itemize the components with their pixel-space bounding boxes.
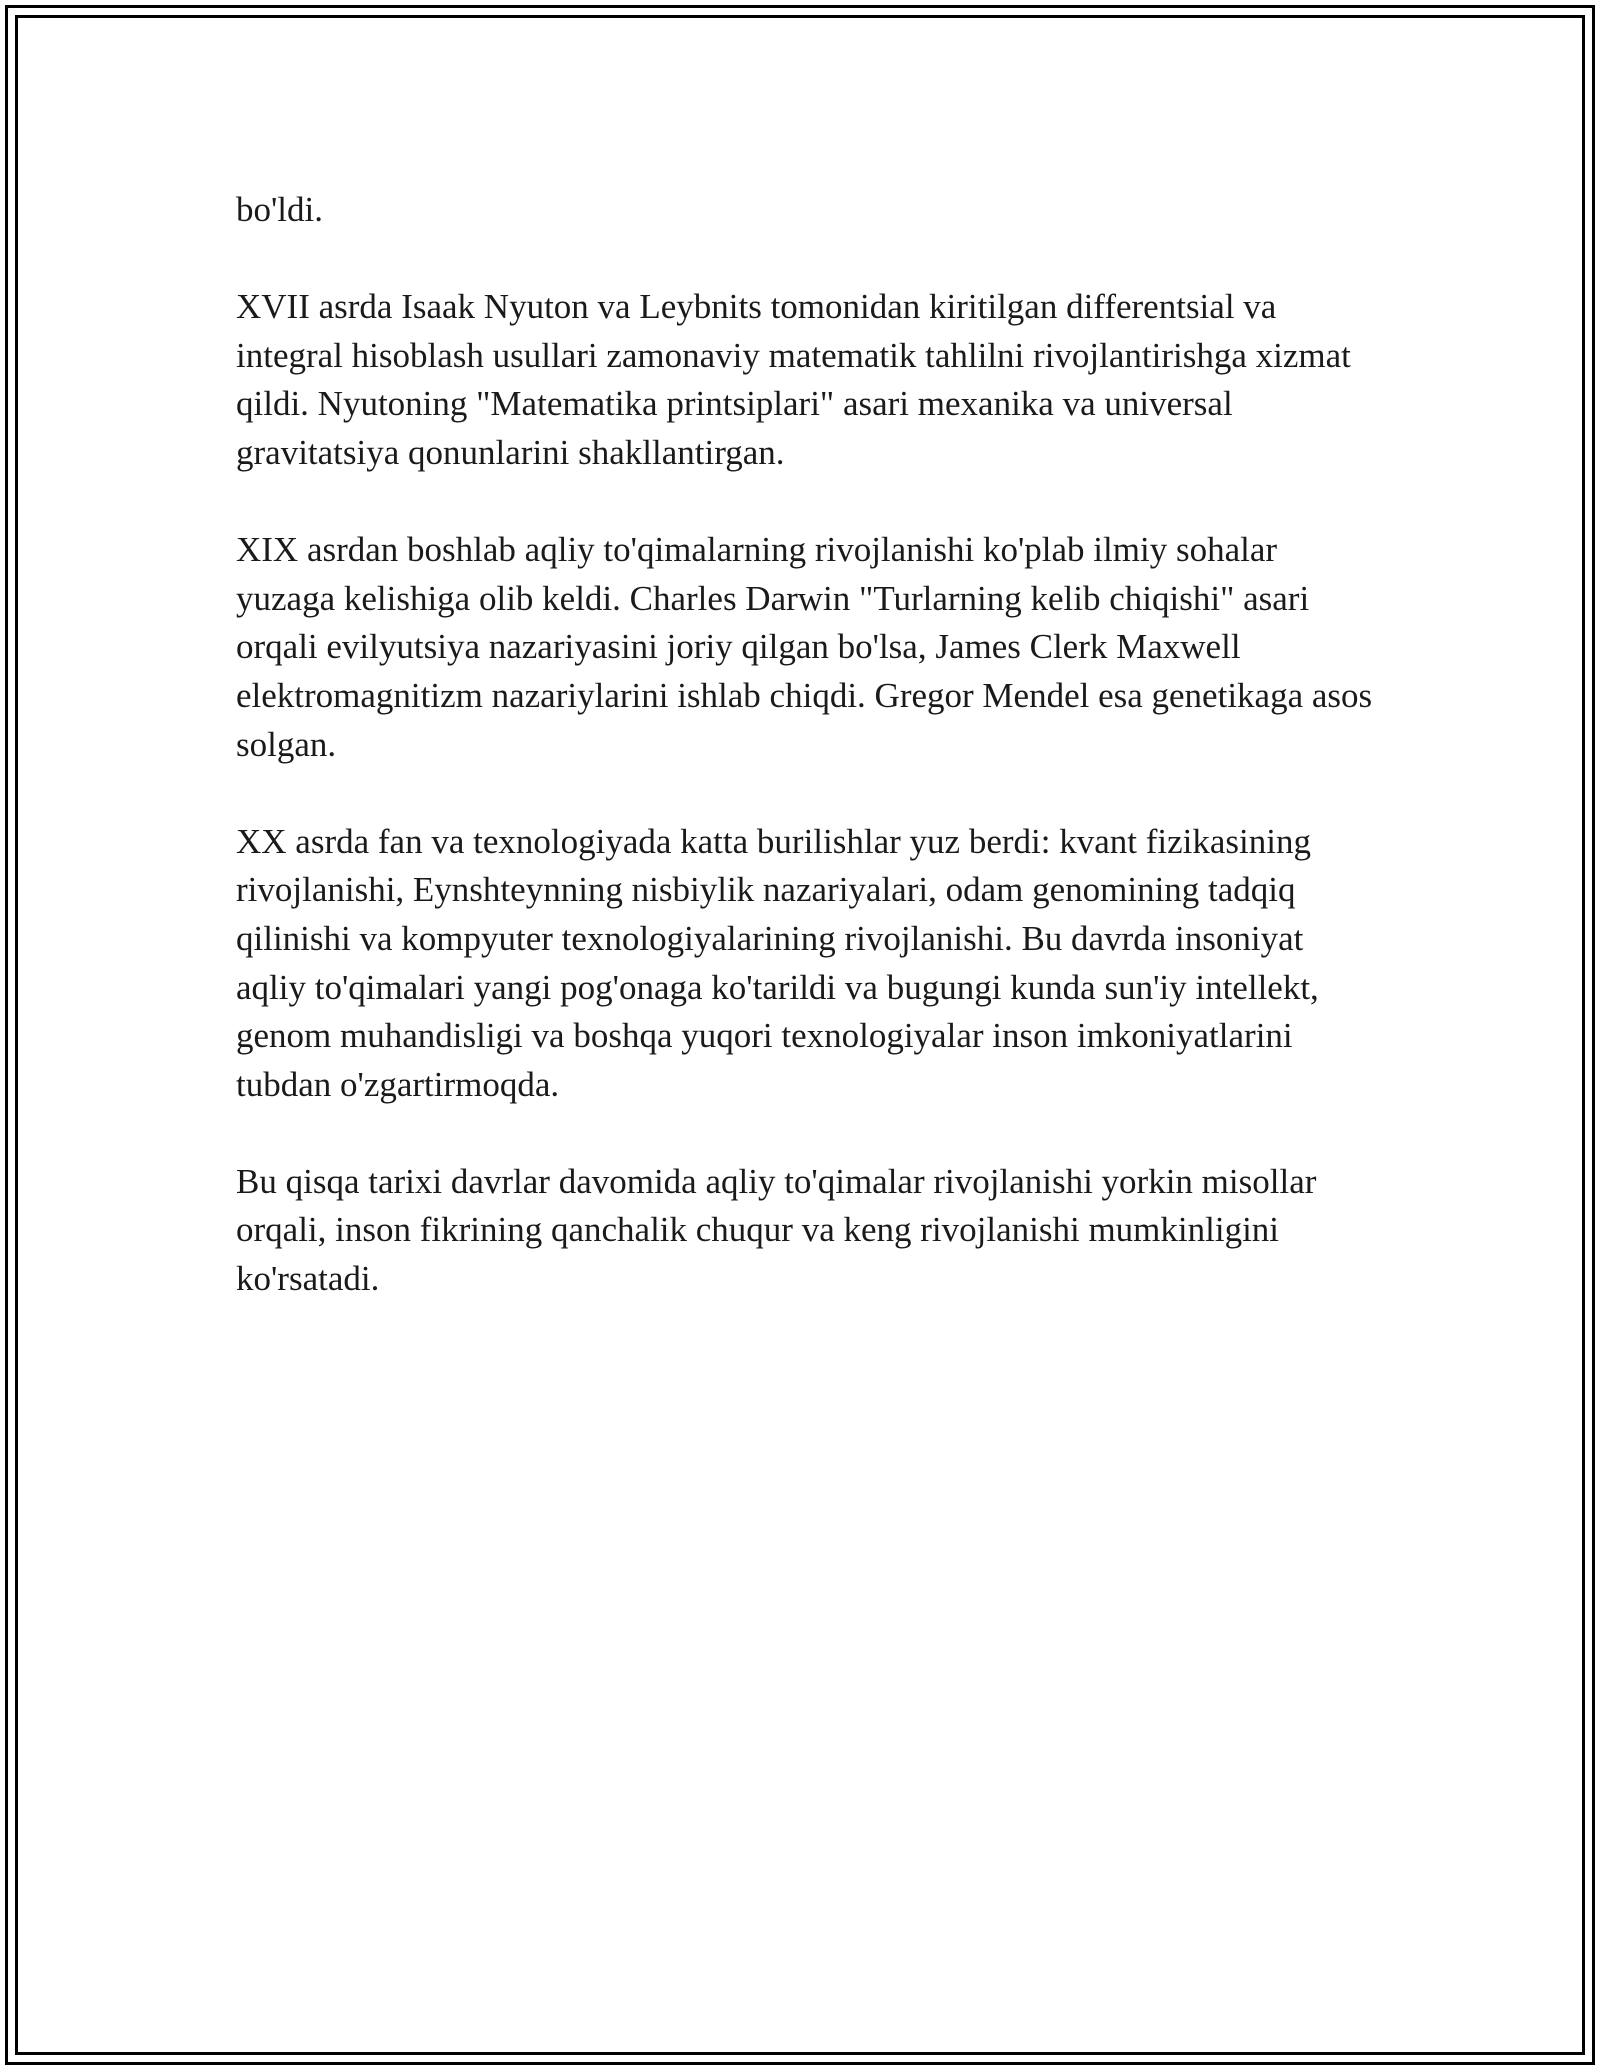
paragraph-xx-century: XX asrda fan va texnologiyada katta burilishlar yuz berdi: kvant fizikasining rivojlanishi, Eynshteynning nisbiylik nazariyalari, odam genomining tadqiq qilinishi va kompyuter texnologiyalarining rivojlanishi. Bu davrda insoniyat aqliy to'qimalari yangi pog'onaga ko'tarildi va bugungi kunda sun'iy intellekt, genom muhandisligi va boshqa yuqori texnologiyalar inson imkoniyatlarini tubdan o'zgartirmoqda. [236,821,1319,1104]
paragraph-xix-century: XIX asrdan boshlab aqliy to'qimalarning rivojlanishi ko'plab ilmiy sohalar yuzaga kelishiga olib keldi. Charles Darwin "Turlarning kelib chiqishi" asari orqali evilyutsiya nazariyasini joriy qilgan bo'lsa, James Clerk Maxwell elektromagnitizm nazariylarini ishlab chiqdi. Gregor Mendel esa genetikaga asos solgan. [236,530,1373,764]
document-body [236,186,1376,1352]
paragraph-xvii-century: XVII asrda Isaak Nyuton va Leybnits tomonidan kiritilgan differentsial va integral hisoblash usullari zamonaviy matematik tahlilni rivojlantirishga xizmat qildi. Nyutoning "Matematika printsiplari" asari mexanika va universal gravitatsiya qonunlarini shakllantirgan. [236,287,1351,472]
paragraph-continuation: bo'ldi. [236,190,324,229]
paragraph-conclusion: Bu qisqa tarixi davrlar davomida aqliy to'qimalar rivojlanishi yorkin misollar orqali, inson fikrining qanchalik chuqur va keng rivojlanishi mumkinligini ko'rsatadi. [236,1161,1317,1299]
